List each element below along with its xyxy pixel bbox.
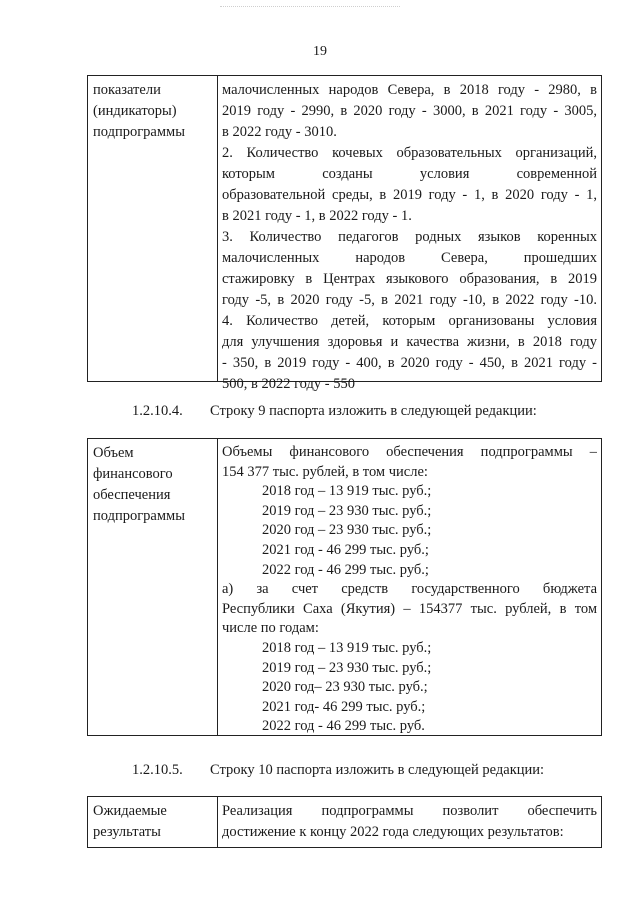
label-line: показатели (93, 82, 161, 98)
year-amount-line: 2018 год – 13 919 тыс. руб.; (262, 483, 432, 500)
indicators-label-cell (88, 76, 218, 381)
text-line: году -5, в 2020 году -5, в 2021 году -10, в 2022 году -10. (222, 292, 597, 308)
text-line: а) за счет средств государственного бюджета (222, 581, 597, 598)
text-line: достижение к концу 2022 года следующих результатов: (222, 824, 564, 840)
year-amount-line: 2021 год- 46 299 тыс. руб.; (262, 698, 426, 715)
text-line: малочисленных народов Севера, прошедших (222, 250, 597, 266)
year-amount-line: 2022 год - 46 299 тыс. руб.; (262, 561, 429, 578)
year-amount-line: 2020 год– 23 930 тыс. руб.; (262, 679, 428, 696)
results-value-cell (218, 797, 601, 847)
text-line: 2019 году - 2990, в 2020 году - 3000, в 2021 году - 3005, (222, 103, 597, 119)
text-line: 154 377 тыс. рублей, в том числе: (222, 463, 428, 480)
text-line: 3. Количество педагогов родных языков коренных (222, 229, 597, 245)
label-line: Объем (93, 445, 134, 461)
text-line: которым созданы условия современной (222, 166, 597, 182)
financing-label-cell (88, 439, 218, 735)
label-line: финансового (93, 466, 173, 482)
text-line: Республики Саха (Якутия) – 154377 тыс. рублей, в том (222, 600, 597, 617)
financing-table (87, 438, 602, 736)
text-line: стажировку в Центрах языкового образования, в 2019 (222, 271, 597, 287)
label-line: Ожидаемые (93, 803, 167, 819)
text-line: числе по годам: (222, 620, 319, 637)
paragraph-number: 1.2.10.5. (132, 762, 183, 778)
financing-value-cell (218, 439, 601, 735)
text-line: для улучшения здоровья и качества жизни, в 2018 году (222, 334, 597, 350)
indicators-value-cell (218, 76, 601, 392)
text-line: Реализация подпрограммы позволит обеспечить (222, 803, 597, 819)
paragraph-1-2-10-4 (132, 403, 537, 420)
year-amount-line: 2022 год - 46 299 тыс. руб. (262, 718, 425, 735)
text-line: 4. Количество детей, которым организованы условия (222, 313, 597, 329)
indicators-table (87, 75, 602, 392)
label-line: подпрограммы (93, 508, 185, 524)
paragraph-text: Строку 10 паспорта изложить в следующей редакции: (210, 762, 545, 778)
year-amount-line: 2021 год - 46 299 тыс. руб.; (262, 541, 429, 558)
results-label-cell (88, 797, 218, 847)
text-line: малочисленных народов Севера, в 2018 году - 2980, в (222, 82, 597, 98)
year-amount-line: 2018 год – 13 919 тыс. руб.; (262, 639, 432, 656)
label-line: (индикаторы) (93, 103, 177, 119)
text-line: 500, в 2022 году - 550 (222, 376, 355, 392)
text-line: 2. Количество кочевых образовательных организаций, (222, 145, 597, 161)
text-line: в 2021 году - 1, в 2022 году - 1. (222, 208, 412, 224)
label-line: обеспечения (93, 487, 171, 503)
text-line: в 2022 году - 3010. (222, 124, 337, 140)
paragraph-text: Строку 9 паспорта изложить в следующей редакции: (210, 403, 537, 419)
results-table (87, 796, 602, 848)
page-number: 19 (313, 44, 327, 59)
paragraph-number: 1.2.10.4. (132, 403, 183, 419)
paragraph-1-2-10-5 (132, 762, 544, 779)
text-line: образовательной среды, в 2019 году - 1, в 2020 году - 1, (222, 187, 597, 203)
text-line: - 350, в 2019 году - 400, в 2020 году - 450, в 2021 году - (222, 355, 597, 371)
text-line: Объемы финансового обеспечения подпрограммы – (222, 444, 597, 460)
year-amount-line: 2019 год – 23 930 тыс. руб.; (262, 659, 432, 676)
label-line: подпрограммы (93, 124, 185, 140)
label-line: результаты (93, 824, 161, 840)
year-amount-line: 2020 год – 23 930 тыс. руб.; (262, 522, 432, 539)
year-amount-line: 2019 год – 23 930 тыс. руб.; (262, 502, 432, 519)
header-scan-artifact (220, 6, 400, 11)
